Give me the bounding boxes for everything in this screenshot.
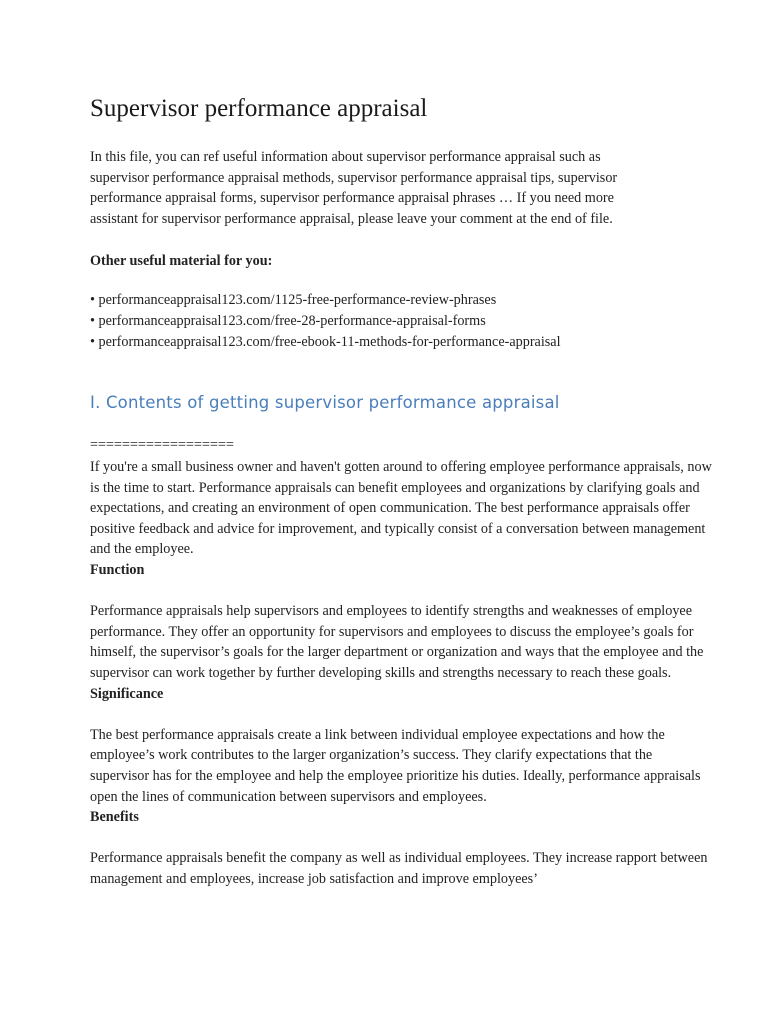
benefits-heading: Benefits xyxy=(90,809,139,826)
useful-link[interactable]: • performanceappraisal123.com/free-28-performance-appraisal-forms xyxy=(90,313,486,329)
benefits-paragraph: Performance appraisals benefit the company as well as individual employees. They increase rapport between management and employees, increase job satisfaction and improve employees’ xyxy=(90,850,708,887)
function-paragraph: Performance appraisals help supervisors and employees to identify strengths and weaknesses of employee performance. They offer an opportunity for supervisors and employees to discuss the employee’s goals for himself, the supervisor’s goals for the larger department or organization and ways that the employee and the supervisor can work together by further developing skills and strengths necessary to reach these goals. xyxy=(90,603,704,681)
significance-paragraph: The best performance appraisals create a link between individual employee expectations and how the employee’s work contributes to the larger organization’s success. They clarify expectations that the supervisor has for the employee and help the employee prioritize his duties. Ideally, performance appraisals open the lines of communication between supervisors and employees. xyxy=(90,726,701,805)
useful-link[interactable]: • performanceappraisal123.com/free-ebook-11-methods-for-performance-appraisal xyxy=(90,334,561,350)
intro-paragraph: In this file, you can ref useful information about supervisor performance appraisal such as supervisor performance appraisal methods, supervisor performance appraisal tips, supervisor performance appraisal forms, supervisor performance appraisal phrases … If you need more assistant for supervisor performance appraisal, please leave your comment at the end of file. xyxy=(90,149,618,227)
significance-heading: Significance xyxy=(90,685,164,702)
opening-paragraph: If you're a small business owner and haven't gotten around to offering employee performance appraisals, now is the time to start. Performance appraisals can benefit employees and organizations by clarifying goals and expectations, and creating an environment of open communication. The best performance appraisals offer positive feedback and advice for improvement, and typically consist of a conversation between management and the employee. xyxy=(90,459,712,558)
useful-link[interactable]: • performanceappraisal123.com/1125-free-performance-review-phrases xyxy=(90,292,497,308)
useful-links-list xyxy=(90,290,561,353)
section-heading: I. Contents of getting supervisor performance appraisal xyxy=(90,393,560,412)
function-heading: Function xyxy=(90,561,145,578)
body-content xyxy=(90,457,712,889)
document-title: Supervisor performance appraisal xyxy=(90,95,428,122)
useful-material-heading: Other useful material for you: xyxy=(90,253,273,269)
separator-line: ================== xyxy=(90,437,235,453)
